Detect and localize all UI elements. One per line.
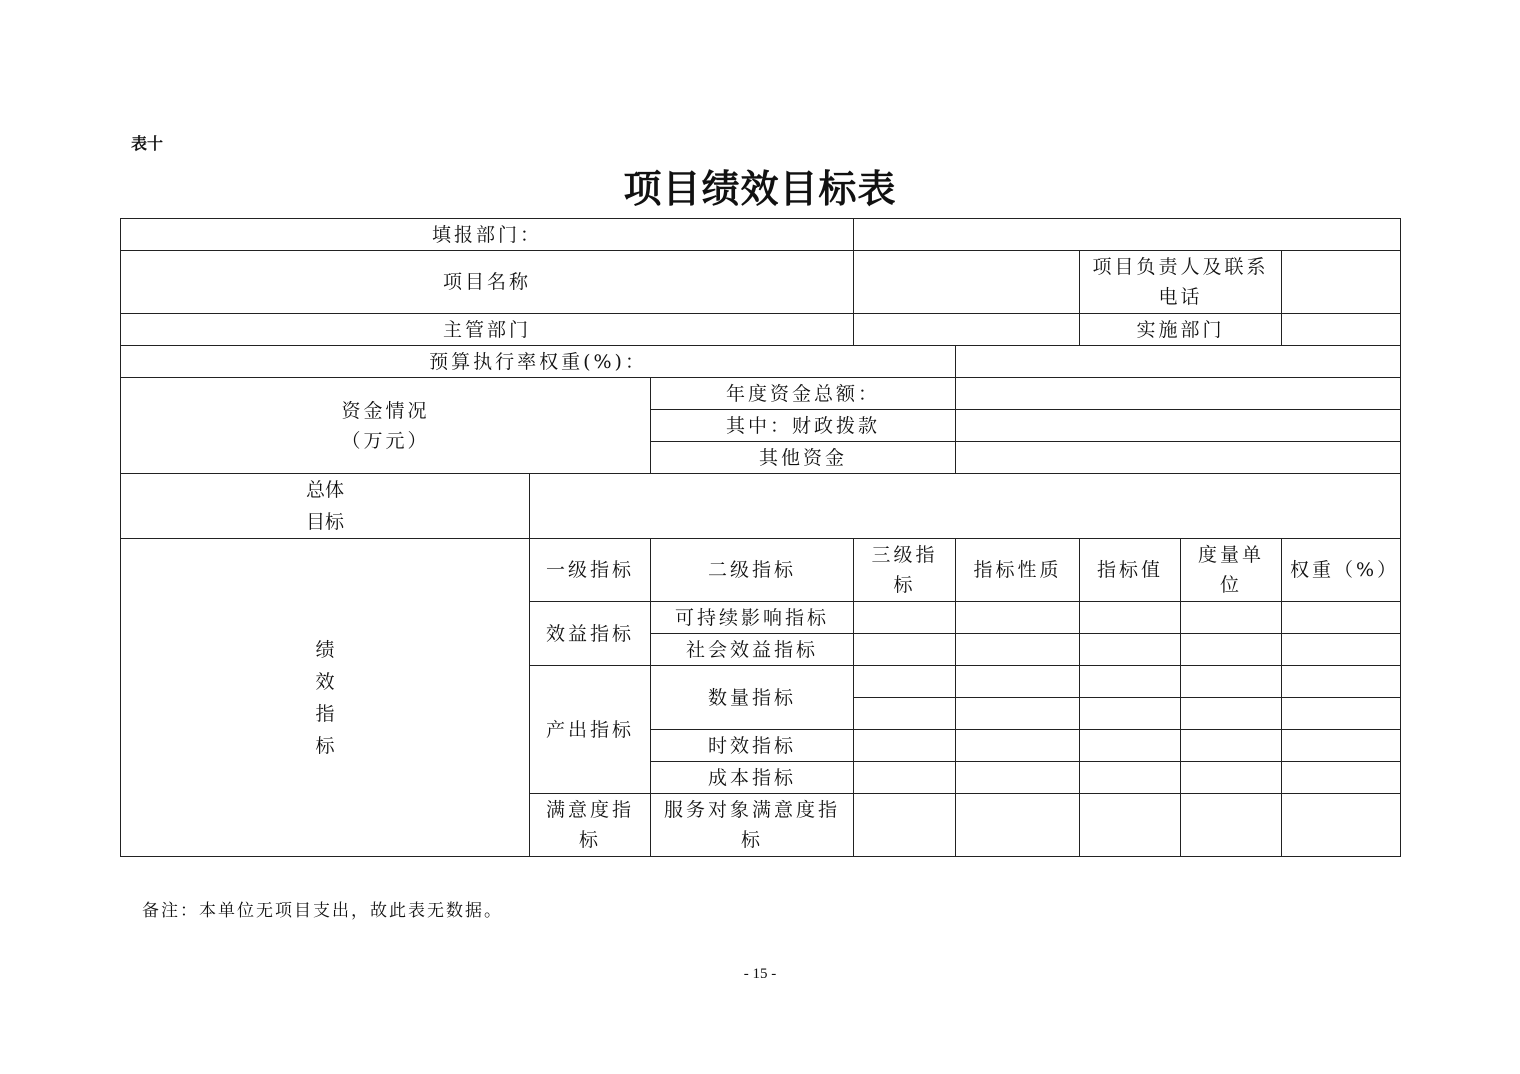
project-name-label: 项目名称 (121, 251, 854, 314)
header-level3 (854, 539, 956, 602)
other-funds-value[interactable] (956, 442, 1401, 474)
table-number-label: 表十 (131, 134, 164, 153)
budget-rate-label: 预算执行率权重(%)： (121, 346, 956, 378)
footer-note: 备注：本单位无项目支出，故此表无数据。 (142, 901, 503, 921)
header-nature: 指标性质 (956, 539, 1080, 602)
supervisor-value[interactable] (854, 314, 1080, 346)
impl-value[interactable] (1282, 314, 1401, 346)
header-level1: 一级指标 (530, 539, 651, 602)
service-satisfaction-indicator: 服务对象满意度指标 (651, 794, 854, 857)
overall-goal-label (121, 474, 530, 539)
owner-label (1080, 251, 1282, 314)
overall-goal-value[interactable] (530, 474, 1401, 539)
benefit-indicator: 效益指标 (530, 602, 651, 666)
fiscal-value[interactable] (956, 410, 1401, 442)
row-budget-rate (121, 346, 1401, 378)
row-indicator-header (121, 539, 1401, 602)
overall-goal-text: 总体目标 (305, 479, 344, 533)
other-funds-label: 其他资金 (651, 442, 956, 474)
dept-label: 填报部门： (121, 219, 854, 251)
row-overall-goal (121, 474, 1401, 539)
header-unit (1181, 539, 1282, 602)
project-name-value[interactable] (854, 251, 1080, 314)
funds-label (121, 378, 651, 474)
row-supervisor (121, 314, 1401, 346)
perf-label (121, 539, 530, 857)
header-level2: 二级指标 (651, 539, 854, 602)
owner-label-text: 项目负责人及联系电话 (1092, 256, 1269, 308)
satisfaction-indicator: 满意度指标 (530, 794, 651, 857)
performance-goal-table (120, 218, 1401, 857)
annual-total-label: 年度资金总额： (651, 378, 956, 410)
sustain-indicator: 可持续影响指标 (651, 602, 854, 634)
row-funds-total (121, 378, 1401, 410)
page-number: - 15 - (743, 966, 777, 982)
funds-unit-text: （万元） (341, 429, 430, 452)
header-weight: 权重（%） (1282, 539, 1401, 602)
quantity-indicator: 数量指标 (651, 666, 854, 730)
fiscal-label: 其中：财政拨款 (651, 410, 956, 442)
row-project-name (121, 251, 1401, 314)
document-title: 项目绩效目标表 (623, 166, 897, 211)
owner-value[interactable] (1282, 251, 1401, 314)
row-dept (121, 219, 1401, 251)
perf-label-text: 绩效指标 (315, 638, 335, 757)
budget-rate-value[interactable] (956, 346, 1401, 378)
header-level3-text: 三级指标 (871, 544, 938, 596)
funds-label-text: 资金情况 (341, 399, 430, 422)
dept-value[interactable] (854, 219, 1401, 251)
output-indicator: 产出指标 (530, 666, 651, 794)
header-value: 指标值 (1080, 539, 1181, 602)
timeliness-indicator: 时效指标 (651, 730, 854, 762)
header-unit-text: 度量单位 (1198, 544, 1265, 596)
annual-total-value[interactable] (956, 378, 1401, 410)
social-indicator: 社会效益指标 (651, 634, 854, 666)
supervisor-label: 主管部门 (121, 314, 854, 346)
impl-label: 实施部门 (1080, 314, 1282, 346)
cost-indicator: 成本指标 (651, 762, 854, 794)
